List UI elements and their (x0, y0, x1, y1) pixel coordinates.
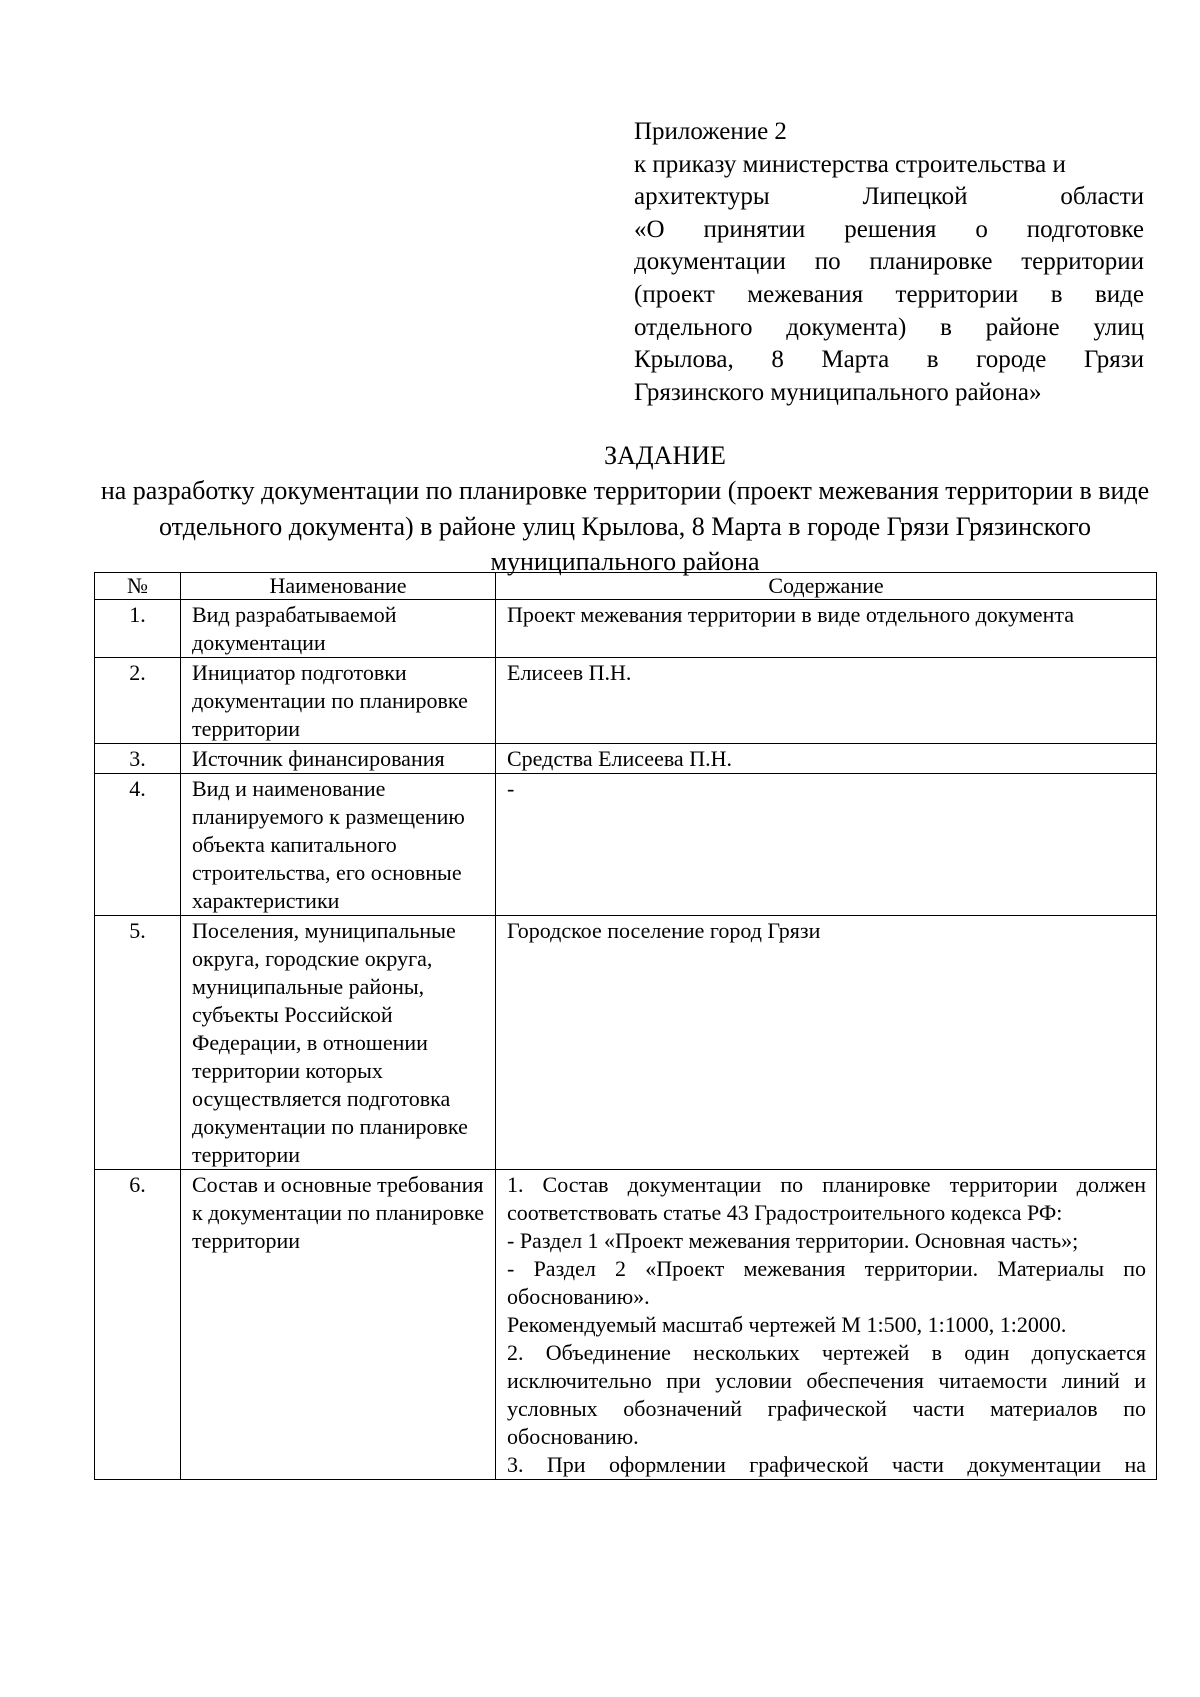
appendix-line: отдельного документа) в районе улиц (634, 313, 1144, 341)
content-paragraph: 1. Состав документации по планировке территории должен соответствовать статье 43 Градостроительного кодекса РФ: (507, 1172, 1146, 1225)
header-content: Содержание (496, 573, 1157, 600)
content-paragraph: 2. Объединение нескольких чертежей в один допускается исключительно при условии обеспечения читаемости линий и условных обозначений графической части материалов по обоснованию. (507, 1340, 1146, 1449)
row-number: 4. (95, 774, 181, 916)
content-paragraph: 3. При оформлении графической части документации на (507, 1452, 1146, 1477)
content-paragraph: - Раздел 1 «Проект межевания территории. Основная часть»; (507, 1228, 1079, 1253)
appendix-block (634, 116, 1144, 409)
row-content (496, 1170, 1157, 1480)
row-name: Инициатор подготовки документации по планировке территории (181, 658, 496, 744)
row-name: Источник финансирования (181, 744, 496, 774)
appendix-line: Крылова, 8 Марта в городе Грязи (634, 346, 1144, 374)
document-title: ЗАДАНИЕ (604, 441, 726, 470)
appendix-line: (проект межевания территории в виде (634, 280, 1144, 308)
appendix-line: Грязинского муниципального района» (634, 378, 1042, 406)
appendix-line: Приложение 2 (634, 118, 787, 145)
row-content: - (496, 774, 1157, 916)
row-name: Вид и наименование планируемого к размещению объекта капитального строительства, его основные характеристики (181, 774, 496, 916)
row-content: Средства Елисеева П.Н. (496, 744, 1157, 774)
table-row (95, 916, 1157, 1170)
task-table (94, 572, 1157, 1480)
content-paragraph: - Раздел 2 «Проект межевания территории. Материалы по обоснованию». (507, 1256, 1146, 1309)
content-paragraph: Рекомендуемый масштаб чертежей М 1:500, 1:1000, 1:2000. (507, 1312, 1067, 1337)
header-name: Наименование (181, 573, 496, 600)
row-name: Поселения, муниципальные округа, городские округа, муниципальные районы, субъекты Российской Федерации, в отношении территории которых осуществляется подготовка документации по планировке территории (181, 916, 496, 1170)
row-number: 1. (95, 600, 181, 658)
appendix-line: документации по планировке территории (634, 248, 1144, 276)
row-number: 5. (95, 916, 181, 1170)
table-row (95, 1170, 1157, 1480)
row-name: Вид разрабатываемой документации (181, 600, 496, 658)
row-content: Елисеев П.Н. (496, 658, 1157, 744)
appendix-line: архитектуры Липецкой области (634, 183, 1144, 211)
row-number: 3. (95, 744, 181, 774)
table-row (95, 744, 1157, 774)
table-row (95, 774, 1157, 916)
row-number: 2. (95, 658, 181, 744)
header-number: № (95, 573, 181, 600)
row-number: 6. (95, 1170, 181, 1480)
row-name: Состав и основные требования к документации по планировке территории (181, 1170, 496, 1480)
table-row (95, 600, 1157, 658)
table-header-row (95, 573, 1157, 600)
document-subtitle: на разработку документации по планировке территории (проект межевания территории в виде отдельного документа) в районе улиц Крылова, 8 Марта в городе Грязи Грязинского муниципального района (100, 476, 1150, 577)
appendix-line: «О принятии решения о подготовке (634, 215, 1144, 243)
table-row (95, 658, 1157, 744)
appendix-line: к приказу министерства строительства и (634, 150, 1066, 178)
row-content: Городское поселение город Грязи (496, 916, 1157, 1170)
row-content: Проект межевания территории в виде отдельного документа (496, 600, 1157, 658)
